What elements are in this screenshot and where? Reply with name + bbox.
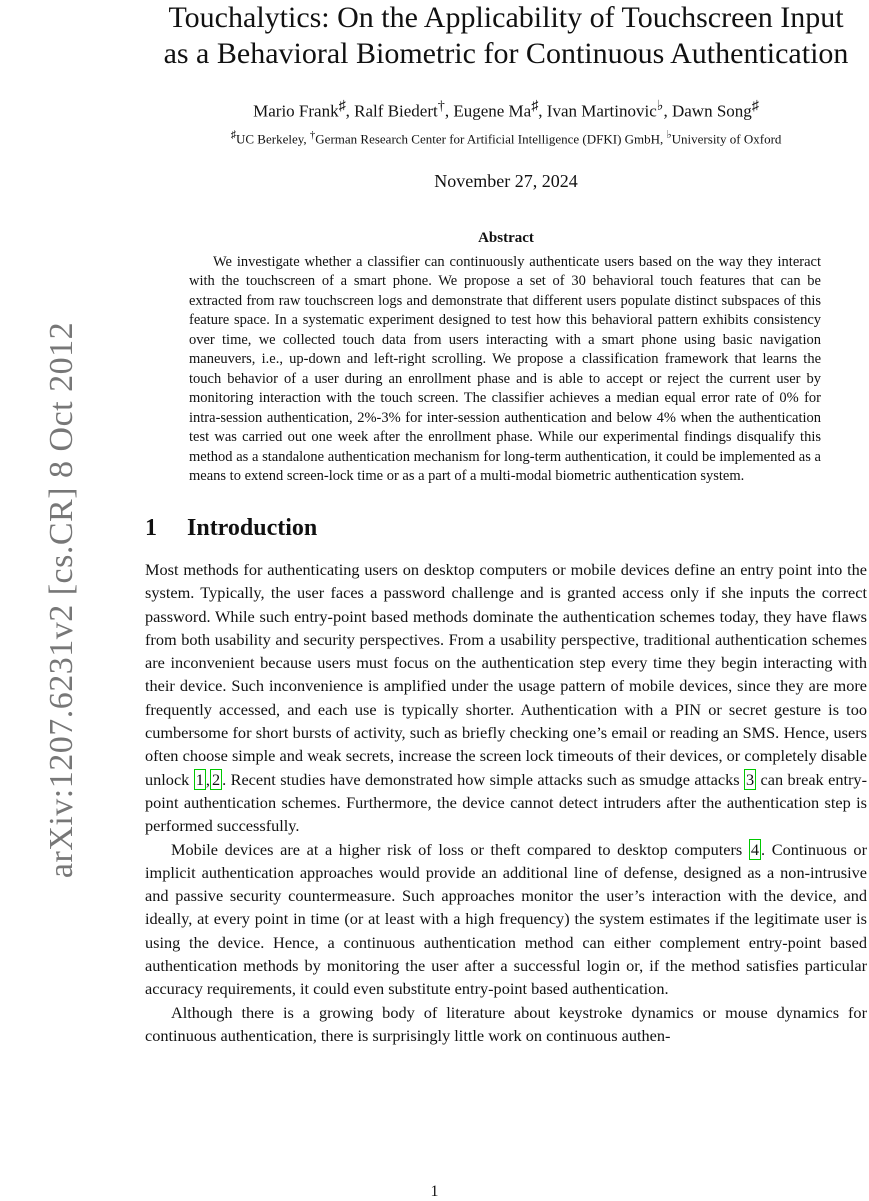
citation-link[interactable]: 2 bbox=[211, 769, 221, 789]
affiliations bbox=[145, 128, 867, 147]
citation-link[interactable]: 3 bbox=[745, 769, 755, 789]
page-number: 1 bbox=[430, 1183, 439, 1200]
para-text: Mobile devices are at a higher risk of loss or theft compared to desktop computers bbox=[171, 839, 749, 859]
para-text: Most methods for authenticating users on desktop computers or mobile devices define an entry point into the system. Typically, the user faces a password challenge and is granted access only if she inputs the correct password. While such entry-point based methods dominate the authentication schemes today, they have flaws from both usability and security perspectives. From a usability perspective, traditional authentication schemes are inconvenient because users must focus on the authentication step every time they begin interacting with their device. Such inconvenience is amplified under the usage pattern of mobile devices, since they are more frequently accessed, and each use is typically shorter. Authentication with a PIN or secret gesture is too cumbersome for short bursts of activity, such as briefly checking one’s email or reading an SMS. Hence, users often choose simple and weak secrets, increase the screen lock timeouts of their devices, or completely disable unlock bbox=[145, 559, 867, 789]
section-title: Introduction bbox=[187, 514, 318, 541]
para-text: can break entry-point authentication schemes. Furthermore, the device cannot detect intruders after the authentication step is performed successfully. bbox=[145, 769, 867, 836]
section-heading bbox=[145, 515, 867, 542]
author-name: Mario Frank bbox=[253, 101, 339, 121]
affil-mark: † bbox=[309, 128, 316, 141]
title-line-1: Touchalytics: On the Applicability of Touchscreen Input bbox=[168, 1, 844, 34]
author-name: Ivan Martinovic bbox=[546, 101, 657, 121]
author-name: Dawn Song bbox=[671, 101, 752, 121]
citation-link[interactable]: 1 bbox=[195, 769, 204, 789]
para-text: . Continuous or implicit authentication approaches would provide an additional line of defense, designed as a non-intrusive and passive security countermeasure. Such approaches monitor the user’s interaction with the device, and ideally, at every point in time (or at least with a high frequency) the system estimates if the legitimate user is using the device. Hence, a continuous authentication method can either complement entry-point based authentication methods by monitoring the user after a successful login or, if the method satisfies particular accuracy requirements, it could even substitute entry-point based authentication. bbox=[145, 839, 867, 999]
intro-paragraph-3: Although there is a growing body of literature about keystroke dynamics or mouse dynamics for continuous authentication, there is surprisingly little work on continuous authen- bbox=[145, 1002, 867, 1045]
affil-mark: ♭ bbox=[666, 128, 672, 141]
intro-paragraph-1: Most methods for authenticating users on desktop computers or mobile devices define an entry point into the system. Typically, the user faces a password challenge and is granted access only if she inputs the correct password. While such entry-point based methods dominate the authentication schemes today, they have flaws from both usability and security perspectives. From a usability perspective, traditional authentication schemes are inconvenient because users must focus on the authentication step every time they begin interacting with their device. Such inconvenience is amplified under the usage pattern of mobile devices, since they are more frequently accessed, and each use is typically shorter. Authentication with a PIN or secret gesture is too cumbersome for short bursts of activity, such as briefly checking one’s email or reading an SMS. Hence, users often choose simple and weak secrets, increase the screen lock timeouts of their devices, or completely disable unlock 1 , 2 . Recent studies have demonstrated how simple attacks such as smudge attacks 3 can break entry-point authentication schemes. Furthermore, the device cannot detect intruders after the authentication step is performed successfully. bbox=[145, 559, 867, 836]
paper-date: November 27, 2024 bbox=[434, 170, 578, 191]
author-name: Ralf Biedert bbox=[354, 101, 438, 121]
affil-text: University of Oxford bbox=[671, 130, 782, 146]
paper-title bbox=[145, 0, 867, 72]
author-mark: † bbox=[437, 98, 445, 114]
author-list: Mario Frank♯, Ralf Biedert†, Eugene Ma♯, Ivan Martinovic♭, Dawn Song♯ bbox=[253, 98, 759, 121]
intro-paragraph-2 bbox=[145, 838, 867, 1001]
author-mark: ♭ bbox=[656, 98, 664, 114]
section-number: 1 bbox=[145, 514, 157, 541]
affil-text: German Research Center for Artificial Intelligence (DFKI) GmbH, bbox=[315, 130, 667, 146]
abstract-heading: Abstract bbox=[478, 229, 534, 246]
title-line-2: as a Behavioral Biometric for Continuous Authentication bbox=[163, 37, 849, 70]
author-mark: ♯ bbox=[338, 98, 346, 114]
author-mark: ♯ bbox=[531, 98, 539, 114]
affil-text: UC Berkeley, bbox=[235, 130, 310, 146]
citation-link[interactable]: 4 bbox=[750, 839, 759, 859]
paper-page bbox=[145, 0, 867, 1047]
author-mark: ♯ bbox=[751, 98, 759, 114]
arxiv-sidebar bbox=[22, 250, 102, 950]
abstract-text: We investigate whether a classifier can continuously authenticate users based on the way they interact with the touchscreen of a smart phone. We propose a set of 30 behavioral touch features that can be extracted from raw touchscreen logs and demonstrate that different users populate distinct subspaces of this feature space. In a systematic experiment designed to test how this behavioral pattern exhibits consistency over time, we collected touch data from users interacting with a smart phone using basic navigation maneuvers, i.e., up-down and left-right scrolling. We propose a classification framework that learns the touch behavior of a user during an enrollment phase and is able to accept or reject the current user by monitoring interaction with the touch screen. The classifier achieves a median equal error rate of 0% for intra-session authentication, 2%-3% for inter-session authentication and below 4% when the authentication test was carried out one week after the enrollment phase. While our experimental findings disqualify this method as a standalone authentication mechanism for long-term authentication, it could be implemented as a means to extend screen-lock time or as a part of a multi-modal biometric authentication system. bbox=[189, 253, 821, 485]
para-text: . Recent studies have demonstrated how simple attacks such as smudge attacks bbox=[222, 769, 744, 789]
arxiv-identifier: arXiv:1207.6231v2 [cs.CR] 8 Oct 2012 bbox=[43, 321, 80, 879]
author-name: Eugene Ma bbox=[453, 101, 532, 121]
affil-mark: ♯ bbox=[230, 128, 236, 141]
